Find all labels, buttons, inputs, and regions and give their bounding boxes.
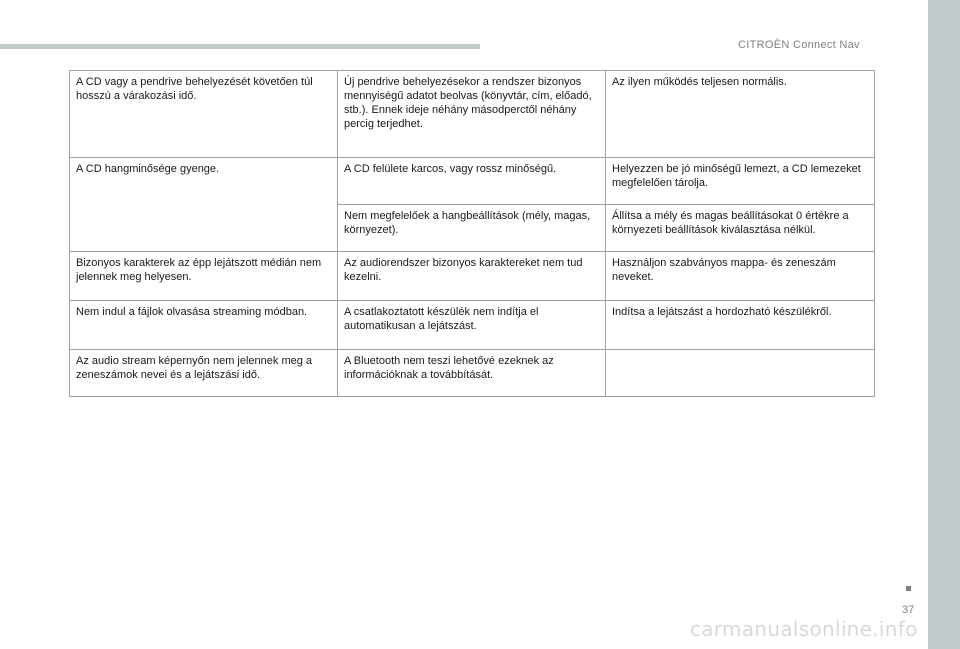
watermark-text: carmanualsonline.info: [690, 617, 918, 641]
problem-text: Az audio stream képernyőn nem jelennek meg a zeneszámok nevei és a lejátszási idő.: [76, 355, 313, 381]
table-row: [70, 301, 875, 350]
cause-cell: [338, 301, 606, 350]
cause-text: Új pendrive behelyezésekor a rendszer bizonyos mennyiségű adatot beolvas (könyvtár, cím, előadó, stb.). Ennek ideje néhány másodperctől néhány percig terjedhet.: [344, 76, 592, 130]
problem-cell: [70, 350, 338, 397]
problem-cell: [70, 158, 338, 252]
solution-cell: [606, 205, 875, 252]
problem-cell: [70, 71, 338, 158]
solution-text: Használjon szabványos mappa- és zeneszám neveket.: [612, 257, 836, 283]
table-row: [70, 350, 875, 397]
cause-cell: [338, 158, 606, 205]
side-margin-strip: [928, 0, 960, 649]
solution-text: Állítsa a mély és magas beállításokat 0 értékre a környezeti beállítások kiválasztása nélkül.: [612, 210, 849, 236]
problem-text: A CD vagy a pendrive behelyezését követően túl hosszú a várakozási idő.: [76, 76, 313, 102]
cause-text: Nem megfelelőek a hangbeállítások (mély, magas, környezet).: [344, 210, 591, 236]
cause-text: A CD felülete karcos, vagy rossz minőségű.: [344, 163, 557, 175]
solution-cell: [606, 350, 875, 397]
table-row: [70, 252, 875, 301]
solution-text: Az ilyen működés teljesen normális.: [612, 76, 787, 88]
problem-text: Nem indul a fájlok olvasása streaming módban.: [76, 306, 308, 318]
cause-cell: [338, 252, 606, 301]
cause-cell: [338, 350, 606, 397]
solution-text: Helyezzen be jó minőségű lemezt, a CD lemezeket megfelelően tárolja.: [612, 163, 861, 189]
cause-text: A Bluetooth nem teszi lehetővé ezeknek az információknak a továbbítását.: [344, 355, 554, 381]
cause-text: Az audiorendszer bizonyos karaktereket nem tud kezelni.: [344, 257, 583, 283]
page-marker-dot: [906, 586, 911, 591]
table-row: [70, 158, 875, 205]
header-accent-bar: [0, 44, 480, 49]
page-number: 37: [902, 604, 915, 616]
cause-cell: [338, 71, 606, 158]
solution-cell: [606, 71, 875, 158]
solution-cell: [606, 301, 875, 350]
problem-cell: [70, 301, 338, 350]
table-row: [70, 71, 875, 158]
problem-text: A CD hangminősége gyenge.: [76, 163, 220, 175]
troubleshooting-table: [69, 70, 875, 397]
solution-cell: [606, 158, 875, 205]
problem-cell: [70, 252, 338, 301]
problem-text: Bizonyos karakterek az épp lejátszott médián nem jelennek meg helyesen.: [76, 257, 322, 283]
cause-text: A csatlakoztatott készülék nem indítja el automatikusan a lejátszást.: [344, 306, 539, 332]
solution-cell: [606, 252, 875, 301]
solution-text: Indítsa a lejátszást a hordozható készülékről.: [612, 306, 832, 318]
cause-cell: [338, 205, 606, 252]
page-header-title: CITROËN Connect Nav: [738, 39, 860, 51]
